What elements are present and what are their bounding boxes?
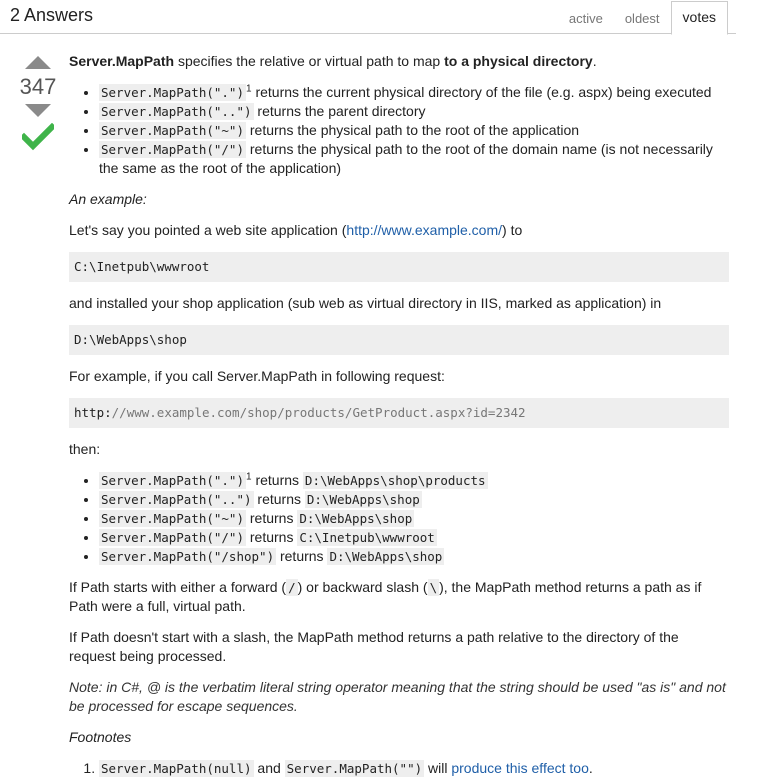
pointed-text-after: ) to [502, 222, 523, 238]
answer-body [69, 52, 729, 778]
list-item [99, 528, 729, 547]
list-item [99, 547, 729, 566]
list-item-text: returns [251, 472, 303, 488]
mappath-list [69, 83, 729, 178]
note-paragraph [69, 678, 729, 716]
footnotes-heading [69, 728, 729, 747]
for-example-paragraph: For example, if you call Server.MapPath in following request: [69, 368, 445, 384]
list-item-text: returns [253, 491, 305, 507]
list-item-text: returns [276, 548, 328, 564]
list-item-text: returns the parent directory [253, 103, 426, 119]
list-item-text: returns [246, 510, 298, 526]
then-paragraph: then: [69, 441, 101, 457]
footnote-ref[interactable]: 1 [246, 83, 252, 95]
answers-count: 2 Answers [10, 5, 94, 25]
list-item [99, 102, 729, 121]
intro-end: . [592, 53, 597, 69]
list-item [99, 509, 729, 528]
note-text: Note: in C#, @ is the verbatim literal string operator meaning that the string should be used "as is" and not be processed for escape sequences. [69, 679, 726, 714]
intro-paragraph [69, 52, 729, 71]
pointed-paragraph [69, 221, 729, 240]
results-list [69, 471, 729, 566]
accepted-checkmark-icon [22, 123, 54, 151]
produce-effect-link[interactable]: produce this effect too [451, 760, 589, 776]
footnote-text: will [424, 760, 452, 776]
slash-paragraph [69, 578, 729, 616]
list-item [99, 490, 729, 509]
slash-text-b: ) or backward slash ( [297, 579, 428, 595]
inline-code: / [288, 580, 296, 595]
installed-paragraph: and installed your shop application (sub web as virtual directory in IIS, marked as application) in [69, 295, 662, 311]
list-item [99, 83, 729, 102]
vote-score: 347 [19, 74, 57, 99]
inline-code: Server.MapPath(null) [101, 761, 252, 776]
inline-code: D:\WebApps\shop [299, 511, 413, 526]
slash-text-a: If Path starts with either a forward ( [69, 579, 287, 595]
pointed-text-before: Let's say you pointed a web site application ( [69, 222, 347, 238]
list-item [99, 140, 729, 178]
footnotes-list [69, 759, 729, 778]
inline-code: C:\Inetpub\wwwroot [299, 530, 435, 545]
code-block-wwwroot: C:\Inetpub\wwwroot [69, 252, 729, 282]
inline-code: Server.MapPath("") [286, 761, 423, 776]
footnote-text: and [253, 760, 285, 776]
inline-code: Server.MapPath("/shop") [101, 549, 275, 564]
example-com-link[interactable]: http://www.example.com/ [346, 222, 503, 238]
intro-bold: Server.MapPath [69, 53, 175, 69]
code-block-request [69, 398, 729, 428]
inline-code: Server.MapPath("..") [101, 492, 252, 507]
list-item-text: returns the current physical directory of the file (e.g. aspx) being executed [251, 84, 712, 100]
list-item-text: returns the physical path to the root of the application [246, 122, 580, 138]
upvote-arrow-icon[interactable] [25, 56, 51, 69]
footnote-ref[interactable]: 1 [246, 471, 252, 483]
inline-code: D:\WebApps\shop [306, 492, 420, 507]
vote-cell [17, 56, 59, 151]
code-block-webapps: D:\WebApps\shop [69, 325, 729, 355]
intro-bold-2: to a physical directory [444, 53, 593, 69]
inline-code: Server.MapPath("~") [101, 511, 244, 526]
intro-text: specifies the relative or virtual path to map [174, 53, 445, 69]
no-slash-paragraph: If Path doesn't start with a slash, the MapPath method returns a path relative to the directory of the request being processed. [69, 629, 679, 664]
downvote-arrow-icon[interactable] [25, 104, 51, 117]
tab-votes[interactable]: votes [671, 1, 728, 35]
footnote-text: . [588, 760, 593, 776]
example-heading-text: An example: [69, 191, 147, 207]
sort-tabs [558, 0, 728, 34]
list-item-text: returns the physical path to the root of the domain name (is not necessarily the same as the root of the application) [99, 141, 713, 176]
list-item-text: returns [246, 529, 298, 545]
footnote-item [99, 759, 729, 778]
list-item [99, 471, 729, 490]
request-path: //www.example.com/shop/products/GetProduct.aspx?id=2342 [111, 405, 526, 420]
inline-code: D:\WebApps\shop [329, 549, 443, 564]
tab-oldest[interactable]: oldest [624, 11, 660, 26]
tab-active[interactable]: active [568, 11, 603, 26]
example-heading [69, 190, 729, 209]
inline-code: Server.MapPath("/") [101, 142, 244, 157]
inline-code: \ [429, 580, 438, 595]
inline-code: Server.MapPath("~") [101, 123, 244, 138]
inline-code: Server.MapPath(".") [101, 85, 244, 100]
inline-code: Server.MapPath("/") [101, 530, 244, 545]
answers-header [0, 0, 736, 34]
list-item [99, 121, 729, 140]
inline-code: D:\WebApps\shop\products [304, 473, 486, 488]
slash-text-c: ), the MapPath method returns a path as if Path were a full, virtual path. [69, 579, 702, 614]
footnotes-heading-text: Footnotes [69, 729, 132, 745]
request-scheme: http: [74, 405, 112, 420]
inline-code: Server.MapPath(".") [101, 473, 244, 488]
inline-code: Server.MapPath("..") [101, 104, 252, 119]
